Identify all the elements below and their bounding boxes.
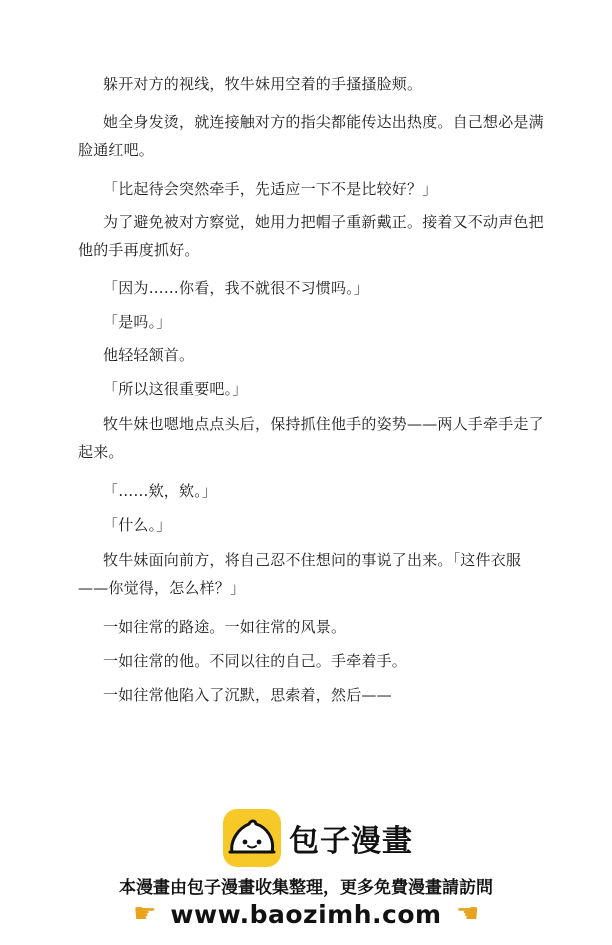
text-line: 「因为……你看，我不就很不习惯吗。」 — [103, 279, 370, 297]
text-line: 他的手再度抓好。 — [78, 241, 200, 259]
bun-icon — [223, 809, 281, 867]
text-line: 「比起待会突然牵手，先适应一下不是比较好？」 — [103, 180, 438, 198]
site-footer — [0, 800, 612, 945]
paragraph — [103, 274, 543, 302]
paragraph — [103, 70, 543, 98]
paragraph — [103, 477, 543, 505]
paragraph — [103, 175, 543, 203]
text-line: 「什么。」 — [103, 516, 172, 534]
text-line: 「所以这很重要吧。」 — [103, 380, 248, 398]
paragraph — [103, 647, 543, 675]
paragraph — [103, 681, 543, 709]
text-line: 躲开对方的视线，牧牛妹用空着的手搔搔脸颊。 — [103, 75, 423, 93]
paragraph — [78, 546, 543, 602]
brand-name: 包子漫畫 — [289, 824, 413, 859]
site-notice: 本漫畫由包子漫畫收集整理，更多免費漫畫請訪問 — [119, 878, 493, 898]
paragraph — [103, 375, 543, 403]
text-line: 牧牛妹面向前方，将自己忍不住想问的事说了出来。「这件衣服 — [103, 551, 522, 569]
text-line: 一如往常的他。不同以往的自己。手牵着手。 — [103, 652, 408, 670]
site-url-link[interactable]: www.baozimh.com — [170, 899, 442, 929]
text-line: 脸通红吧。 — [78, 141, 155, 159]
url-row[interactable] — [0, 899, 612, 929]
text-line: 「是吗。」 — [103, 313, 172, 331]
text-line: 牧牛妹也嗯地点点头后，保持抓住他手的姿势——两人手牵手走了 — [103, 415, 544, 433]
text-line: 起来。 — [78, 443, 124, 461]
text-line: 「……欸，欸。」 — [103, 482, 218, 500]
pointing-hand-icon: ☛ — [455, 899, 479, 929]
text-line: 一如往常他陷入了沉默，思索着，然后—— — [103, 686, 392, 704]
paragraph — [78, 208, 544, 264]
pointing-hand-icon: ☛ — [133, 899, 157, 929]
text-line: 他轻轻颔首。 — [103, 346, 195, 364]
text-line: 她全身发烫，就连接触对方的指尖都能传达出热度。自己想必是满 — [103, 113, 544, 131]
paragraph — [78, 108, 544, 164]
text-line: ——你觉得，怎么样？」 — [78, 579, 246, 597]
text-line: 一如往常的路途。一如往常的风景。 — [103, 618, 347, 636]
brand-logo[interactable] — [223, 808, 413, 868]
paragraph — [78, 410, 544, 466]
paragraph — [103, 613, 543, 641]
text-line: 为了避免被对方察觉，她用力把帽子重新戴正。接着又不动声色把 — [103, 213, 544, 231]
paragraph — [103, 308, 543, 336]
paragraph — [103, 341, 543, 369]
paragraph — [103, 511, 543, 539]
